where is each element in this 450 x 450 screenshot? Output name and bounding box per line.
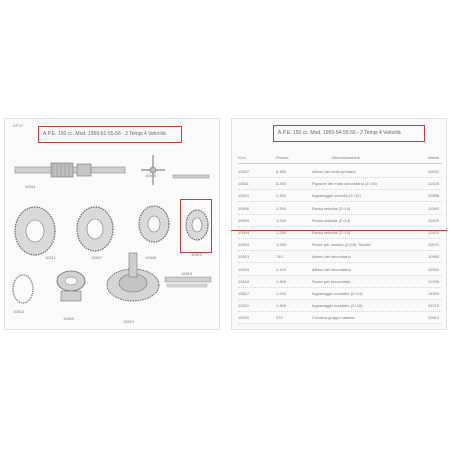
row-part-number: 10517 (238, 291, 250, 296)
row-price: 6.450 (276, 169, 287, 174)
row-description: Ingranaggio condotto (Z=14) (312, 291, 363, 296)
table-row (238, 238, 442, 239)
table-row (238, 275, 442, 276)
row-description: Albero del moto primario (312, 169, 356, 174)
row-part-number: 10520 (238, 315, 250, 321)
part-number: 10509 (63, 316, 75, 321)
gear-highlight-box (180, 199, 212, 253)
row-value: 11400 (428, 217, 439, 223)
ring-small (13, 275, 33, 303)
row-price: 1.250 (276, 242, 287, 248)
row-part-number: 10509 (238, 217, 250, 223)
row-part-number: 10511 (238, 181, 249, 187)
bearing-drawing (57, 271, 85, 301)
part-number: 10508 (145, 255, 157, 260)
row-value: 10765 (428, 278, 440, 284)
row-price: 6.450 (276, 181, 287, 187)
row-description: Ruota velocità (Z=14) (312, 205, 351, 211)
table-row (238, 287, 442, 288)
row-price: 1.300 (276, 278, 287, 284)
row-price: 2.300 (276, 193, 287, 199)
row-description: Albero del secondario (312, 254, 351, 260)
left-page-title: A.P.E. 150 cc. Mod. 1959-61-55-56 - 2 Tempi 4 Velocità (43, 131, 166, 137)
table-row (238, 262, 442, 263)
row-description: Ruote per cambio (Z=16) 'Sciolte' (312, 242, 372, 248)
row-price: 1.250 (276, 230, 287, 235)
right-page-title: A.P.E. 150 cc. Mod. 1959-54-55-56 - 2 Tempi 4 Velocità (278, 130, 401, 136)
cluster-gear-drawing (107, 253, 159, 301)
row-value: 11570 (428, 242, 439, 248)
row-value: 11425 (428, 181, 439, 187)
row-price: 1.300 (276, 205, 287, 211)
row-part-number: 10504 (238, 230, 250, 235)
left-corner-label: AP.VI (13, 123, 23, 128)
gear-large-2 (77, 207, 113, 251)
row-part-number: 10506 (238, 205, 250, 211)
row-price: 1.300 (276, 303, 287, 309)
table-row (238, 226, 442, 227)
part-number: 10513 (13, 309, 25, 314)
table-row (238, 323, 442, 324)
row-value: 10958 (428, 193, 440, 199)
row-description: Ingranaggio condotto (Z=16) (312, 303, 363, 309)
part-number: 10510 (123, 319, 135, 324)
row-description: Ingranaggio velocità (Z=14) (312, 193, 361, 199)
gear-large-1 (15, 207, 55, 255)
row-value: 11420 (428, 230, 439, 235)
rod-drawing (173, 175, 209, 178)
table-row (238, 311, 442, 312)
row-description: Ruota velocità (Z=14) (312, 217, 351, 223)
row-part-number: 10510 (238, 193, 250, 199)
gear-large-3 (139, 206, 169, 242)
right-catalog-page (231, 118, 447, 330)
row-value: 11540 (428, 169, 439, 174)
row-price: 4.100 (276, 266, 287, 272)
table-row (238, 189, 442, 190)
row-description: Albero del secondario (312, 266, 351, 272)
row-price: 740 (276, 254, 283, 260)
table-row (238, 299, 442, 300)
highlight-row-divider (231, 230, 447, 231)
row-value: 10510 (428, 315, 440, 321)
table-row (238, 201, 442, 202)
row-description: Ruota velocità (Z=14) (312, 230, 351, 235)
primary-shaft-drawing (15, 163, 125, 177)
row-part-number: 10593 (238, 242, 250, 248)
part-number: 10511 (45, 255, 56, 260)
row-price: 1.200 (276, 291, 287, 296)
part-number: 10511 (25, 184, 36, 189)
row-part-number: 10513 (238, 254, 250, 260)
table-row (238, 214, 442, 215)
column-header: N.ro (238, 155, 246, 160)
table-row (238, 177, 442, 178)
column-header: Valore (428, 155, 440, 160)
part-number: 10575 (145, 173, 157, 178)
row-part-number: 10516 (238, 278, 250, 284)
row-description: Pignone del moto secondario (Z=16) (312, 181, 377, 187)
part-number: 10507 (91, 255, 103, 260)
row-value: 11340 (428, 205, 439, 211)
column-header: Prezzo (276, 155, 289, 160)
header-divider (238, 163, 442, 164)
row-value: 43710 (428, 303, 440, 309)
row-description: Ruote per secondario (312, 278, 351, 284)
left-title-highlight (38, 126, 182, 143)
row-part-number: 10521 (238, 303, 250, 309)
row-value: 11340 (428, 266, 439, 272)
cross-piece-drawing (141, 155, 165, 185)
row-part-number: 10507 (238, 169, 250, 174)
row-part-number: 10518 (238, 266, 250, 272)
table-row (238, 250, 442, 251)
row-price: 1.200 (276, 217, 287, 223)
part-number: 10510 (191, 252, 203, 257)
right-title-highlight (273, 125, 425, 142)
row-description: Crociera gruppo cambio (312, 315, 355, 321)
spline-shaft-drawing (165, 277, 211, 287)
row-value: 14500 (428, 291, 440, 296)
part-number: 10519 (181, 271, 193, 276)
column-header: Denominazione (332, 155, 360, 160)
row-price: 370 (276, 315, 283, 321)
row-value: 10965 (428, 254, 440, 260)
